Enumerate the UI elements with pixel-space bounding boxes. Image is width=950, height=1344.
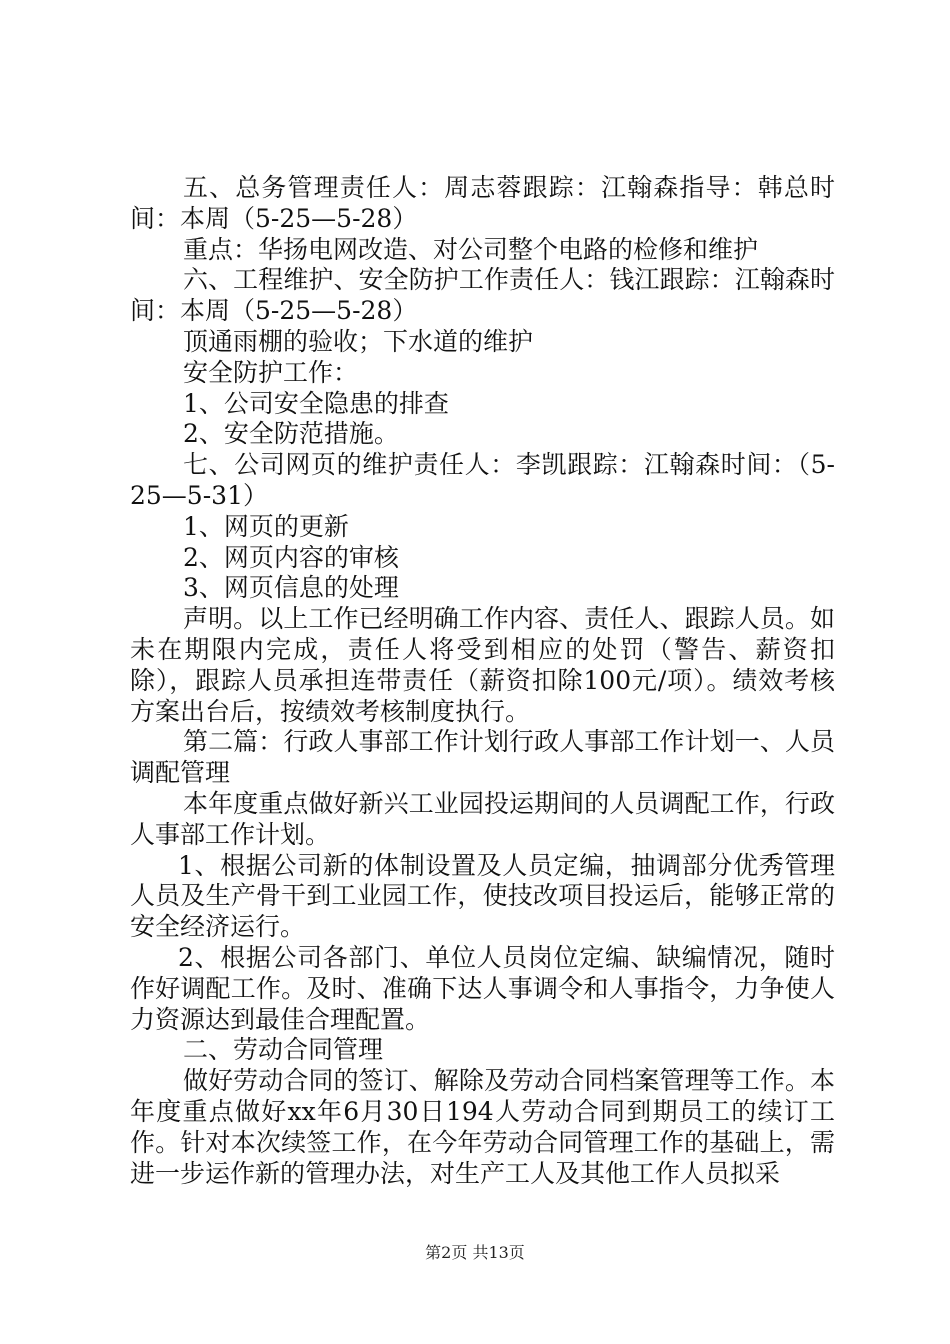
paragraph-general-affairs: 五、总务管理责任人：周志蓉跟踪：江翰森指导：韩总时间：本周（5-25—5-28） (130, 173, 835, 233)
page-footer: 第2页 共13页 (425, 1243, 525, 1262)
list-item-web-2: 2、网页内容的审核 (183, 542, 399, 572)
paragraph-statement: 声明。以上工作已经明确工作内容、责任人、跟踪人员。如未在期限内完成，责任人将受到相应的处罚（警告、薪资扣除），跟踪人员承担连带责任（薪资扣除100元/项）。绩效考核方案出台后，按绩效考核制度执行。 (130, 604, 835, 726)
paragraph-contract-heading: 二、劳动合同管理 (183, 1035, 384, 1065)
paragraph-focus-grid: 重点：华扬电网改造、对公司整个电路的检修和维护 (183, 234, 759, 264)
document-body (130, 173, 835, 1189)
list-item-web-3: 3、网页信息的处理 (183, 573, 399, 603)
list-item-safety-1: 1、公司安全隐患的排查 (183, 388, 449, 418)
paragraph-staffing-focus: 本年度重点做好新兴工业园投运期间的人员调配工作，行政人事部工作计划。 (130, 788, 835, 849)
paragraph-contract-body: 做好劳动合同的签订、解除及劳动合同档案管理等工作。本年度重点做好xx年6月30日194人劳动合同到期员工的续订工作。针对本次续签工作，在今年劳动合同管理工作的基础上，需进一步运作新的管理办法，对生产工人及其他工作人员拟采 (130, 1066, 835, 1188)
paragraph-canopy: 顶通雨棚的验收；下水道的维护 (183, 326, 534, 356)
list-item-staffing-1: 1、根据公司新的体制设置及人员定编，抽调部分优秀管理人员及生产骨干到工业园工作，使技改项目投运后，能够正常的安全经济运行。 (130, 850, 835, 942)
list-item-safety-2: 2、安全防范措施。 (183, 419, 399, 449)
list-item-staffing-2: 2、根据公司各部门、单位人员岗位定编、缺编情况，随时作好调配工作。及时、准确下达人事调令和人事指令，力争使人力资源达到最佳合理配置。 (130, 942, 835, 1034)
paragraph-safety-heading: 安全防护工作： (183, 357, 359, 387)
paragraph-webpage: 七、公司网页的维护责任人：李凯跟踪：江翰森时间：（5-25—5-31） (130, 450, 835, 510)
paragraph-second-article-title: 第二篇：行政人事部工作计划行政人事部工作计划一、人员调配管理 (130, 727, 835, 788)
list-item-web-1: 1、网页的更新 (183, 511, 349, 541)
paragraph-engineering: 六、工程维护、安全防护工作责任人：钱江跟踪：江翰森时间：本周（5-25—5-28） (130, 265, 835, 326)
